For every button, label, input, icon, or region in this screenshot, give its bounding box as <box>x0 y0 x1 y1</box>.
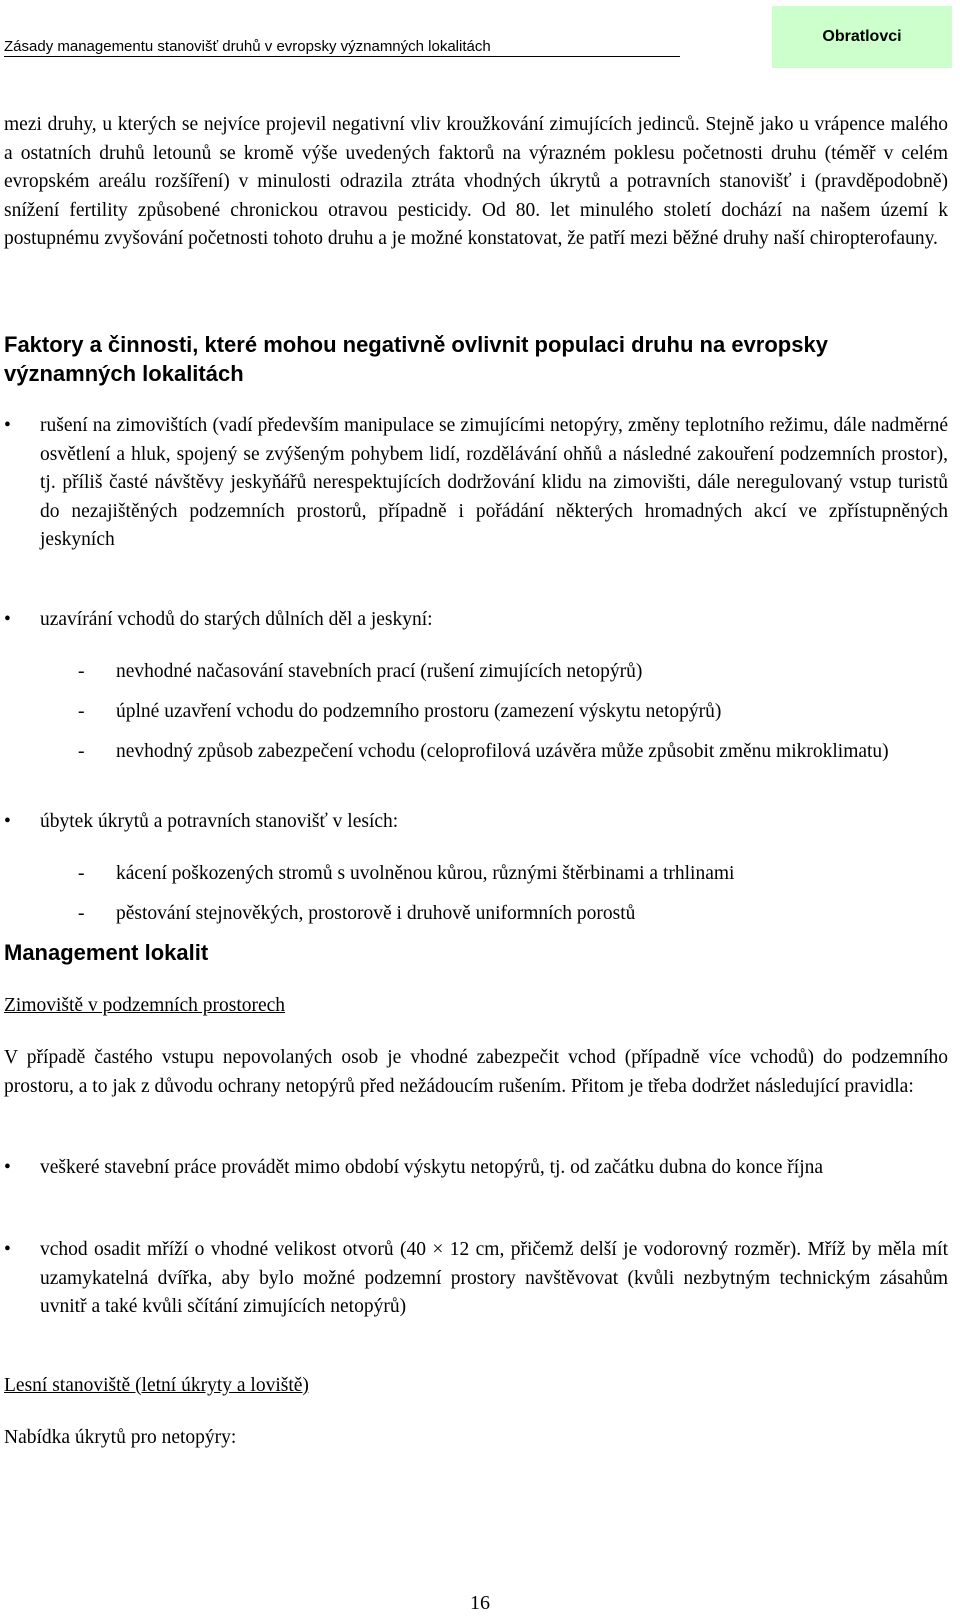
dash-glyph: - <box>78 741 85 762</box>
section-badge: Obratlovci <box>772 6 952 68</box>
running-header-title: Zásady managementu stanovišť druhů v evropsky významných lokalitách <box>4 38 680 57</box>
management-heading: Management lokalit <box>4 940 209 965</box>
page-number: 16 <box>470 1592 490 1614</box>
factors-heading: Faktory a činnosti, které mohou negativně ovlivnit populaci druhu na evropsky významných lokalitách <box>4 332 828 386</box>
intro-paragraph: mezi druhy, u kterých se nejvíce projevil negativní vliv kroužkování zimujících jedinců. Stejně jako u vrápence malého a ostatních druhů letounů se kromě výše uvedených faktorů na výrazném poklesu početnosti druhu (téměř v celém evropském areálu rozšíření) v minulosti odrazila ztráta vhodných úkrytů a potravních stanovišť i (pravděpodobně) snížení fertility způsobené chronickou otravou pesticidy. Od 80. let minulého století dochází na našem území k postupnému zvyšování početnosti tohoto druhu a je možné konstatovat, že patří mezi běžné druhy naší chiropterofauny. <box>4 114 948 250</box>
subitem-text: nevhodné načasování stavebních prací (rušení zimujících netopýrů) <box>116 661 643 682</box>
closure-subitem <box>78 658 948 687</box>
rule-bullet-timing <box>4 1154 948 1183</box>
bullet-glyph: • <box>4 1157 11 1178</box>
rule-bullet-text: veškeré stavební práce provádět mimo období výskytu netopýrů, tj. od začátku dubna do konce října <box>40 1157 824 1178</box>
forest-subitem <box>78 860 948 889</box>
rule-bullet-grille <box>4 1236 948 1322</box>
closure-subitem <box>78 738 948 767</box>
factor-bullet-text: uzavírání vchodů do starých důlních děl a jeskyní: <box>40 609 433 630</box>
dash-glyph: - <box>78 903 85 924</box>
dash-glyph: - <box>78 661 85 682</box>
forest-subitem <box>78 900 948 929</box>
subitem-text: kácení poškozených stromů s uvolněnou kůrou, různými štěrbinami a trhlinami <box>116 863 735 884</box>
subitem-text: pěstování stejnověkých, prostorově i druhově uniformních porostů <box>116 903 636 924</box>
rule-bullet-text: vchod osadit mříží o vhodné velikost otvorů (40 × 12 cm, přičemž delší je vodorovný rozměr). Mříž by měla mít uzamykatelná dvířka, aby bylo možné podzemní prostory navštěvovat (kvůli nezbytným technickým zásahům uvnitř a také kvůli sčítání zimujících netopýrů) <box>40 1239 948 1318</box>
factor-bullet-text: rušení na zimovištích (vadí především manipulace se zimujícími netopýry, změny teplotního režimu, dále nadměrné osvětlení a hluk, spojený se zvýšeným pohybem lidí, rozdělávání ohňů a následné zakouření podzemních prostor), tj. příliš časté návštěvy jeskyňářů nerespektujících dodržování klidu na zimovišti, dále neregulovaný vstup turistů do nezajištěných podzemních prostorů, případně i pořádání některých hromadných akcí ve zpřístupněných jeskyních <box>40 415 948 551</box>
roost-offer-paragraph: Nabídka úkrytů pro netopýry: <box>4 1427 237 1448</box>
bullet-glyph: • <box>4 609 11 630</box>
winter-roosts-paragraph: V případě častého vstupu nepovolaných osob je vhodné zabezpečit vchod (případně více vchodů) do podzemního prostoru, a to jak z důvodu ochrany netopýrů před nežádoucím rušením. Přitom je třeba dodržet následující pravidla: <box>4 1047 948 1097</box>
dash-glyph: - <box>78 701 85 722</box>
factor-bullet-forest-loss <box>4 808 948 837</box>
bullet-glyph: • <box>4 811 11 832</box>
subitem-text: nevhodný způsob zabezpečení vchodu (celoprofilová uzávěra může způsobit změnu mikroklimatu) <box>116 741 889 762</box>
bullet-glyph: • <box>4 415 11 436</box>
forest-habitats-subheading: Lesní stanoviště (letní úkryty a loviště) <box>4 1375 309 1396</box>
factor-bullet-text: úbytek úkrytů a potravních stanovišť v lesích: <box>40 811 399 832</box>
factor-bullet-disturbance <box>4 412 948 555</box>
closure-subitem <box>78 698 948 727</box>
dash-glyph: - <box>78 863 85 884</box>
factor-bullet-closures <box>4 606 948 635</box>
bullet-glyph: • <box>4 1239 11 1260</box>
winter-roosts-subheading: Zimoviště v podzemních prostorech <box>4 995 286 1016</box>
subitem-text: úplné uzavření vchodu do podzemního prostoru (zamezení výskytu netopýrů) <box>116 701 722 722</box>
